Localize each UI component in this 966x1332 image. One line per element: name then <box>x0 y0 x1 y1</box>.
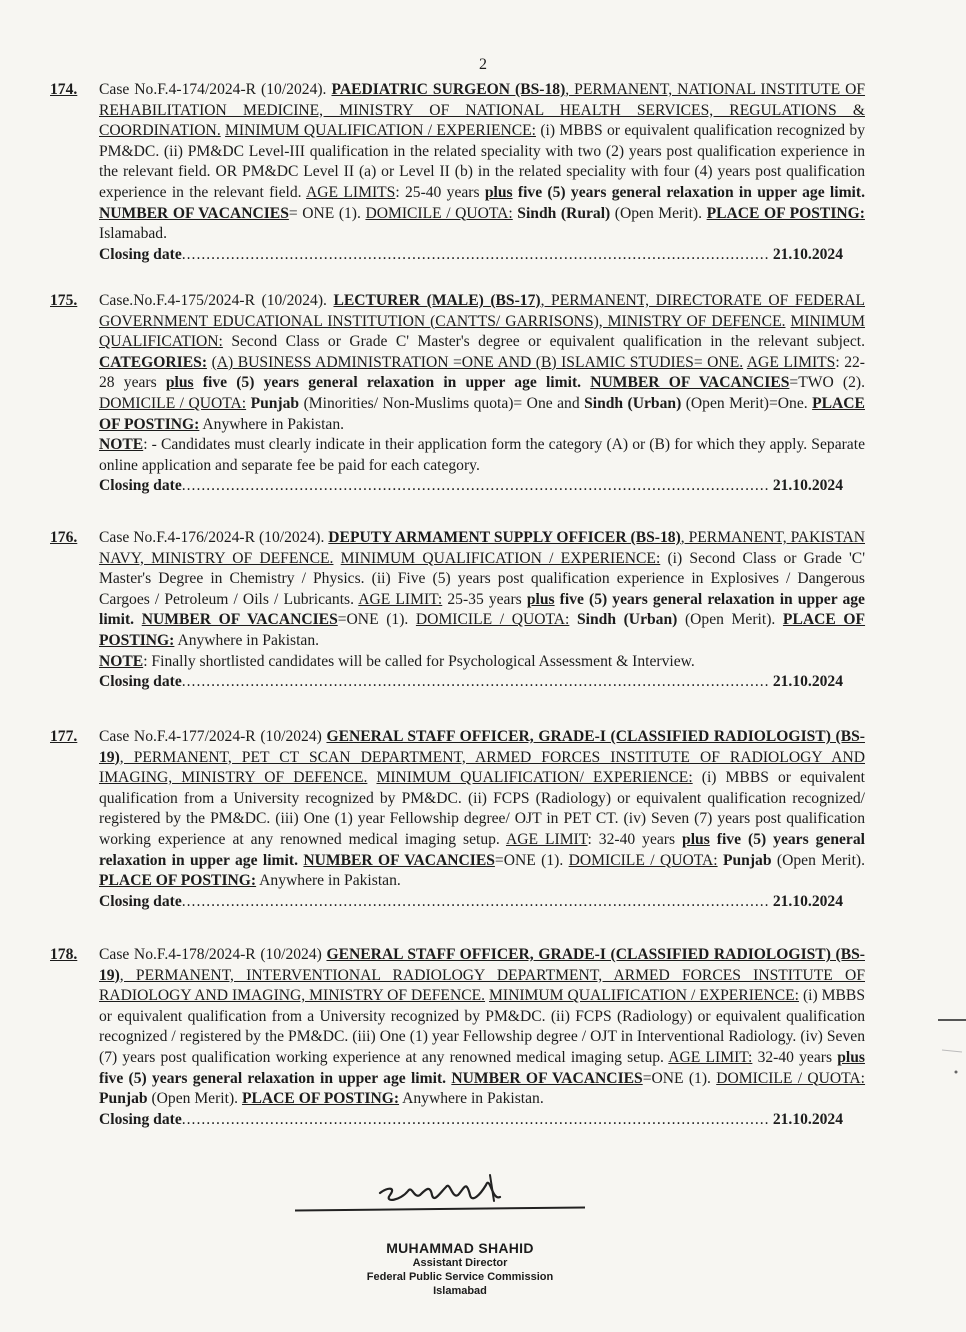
entry-body <box>99 727 865 912</box>
qualification-text: (i) MBBS or equivalent qualification from a University recognized by PM&DC. (ii) FCPS (Radiology) or equivalent qualification recognized / registered by the PM&DC. (iii) One (1) year Fellowship degree / OJT in Interventional Radiology. (iv) Seven (7) years post qualification working experience at any renowned medical imaging setup. <box>99 987 865 1066</box>
age-label: AGE LIMITS <box>746 353 836 371</box>
closing-date: 21.10.2024 <box>772 673 843 691</box>
relaxation-text: five (5) years general relaxation in upper age limit. <box>99 1069 447 1087</box>
note-text: : Finally shortlisted candidates will be called for Psychological Assessment & Interview. <box>143 652 695 670</box>
age-text: : 22-28 years <box>99 353 865 392</box>
note <box>99 435 865 476</box>
case-number: Case No.F.4-174/2024-R (10/2024). <box>99 81 327 98</box>
qualification-text: Second Class or Grade C' Master's degree or equivalent qualification in the relevant subject. <box>231 333 866 351</box>
qualification-text: (i) MBBS or equivalent qualification from a University recognized by PM&DC. (ii) FCPS (Radiology) or equivalent qualification recognized/ registered by the PM&DC. (iii) One (1) year Fellowship degree/ OJT in PET CT. (iv) Seven (7) years post qualification working experience at any renowned medical imaging setup. <box>99 769 865 848</box>
age-text: 32-40 years <box>757 1048 833 1066</box>
entry-number: 178. <box>50 946 78 963</box>
entry-number: 176. <box>50 529 78 546</box>
signatory-name: MUHAMMAD SHAHID <box>386 1240 534 1256</box>
posting-label: PLACE OF POSTING: <box>99 394 865 433</box>
scan-mark <box>934 1010 966 1080</box>
post-title: LECTURER (MALE) (BS-17) <box>333 292 541 309</box>
domicile-province: Punjab <box>99 1090 148 1108</box>
entry-body <box>99 945 865 1130</box>
closing-date-label: Closing date <box>99 1110 182 1128</box>
qualification-label: MINIMUM QUALIFICATION / EXPERIENCE: <box>225 122 536 140</box>
case-number: Case No.F.4-178/2024-R (10/2024) <box>99 946 322 963</box>
domicile-text: (Open Merit). <box>614 204 703 222</box>
domicile-province: Sindh (Urban) <box>576 611 678 629</box>
posting-text: Islamabad. <box>99 225 167 243</box>
handwritten-signature <box>330 1165 570 1215</box>
case-number: Case No.F.4-177/2024-R (10/2024) <box>99 728 322 745</box>
posting-text: Anywhere in Pakistan. <box>259 872 401 890</box>
age-label: AGE LIMIT <box>505 830 588 848</box>
domicile-province-2: Sindh (Urban) <box>584 394 682 412</box>
relaxation-text: five (5) years general relaxation in upper age limit. <box>517 183 865 201</box>
post-title: GENERAL STAFF OFFICER, GRADE-I (CLASSIFIED RADIOLOGIST) (BS-19) <box>99 728 865 766</box>
vacancies-text: =TWO (2). <box>789 374 865 392</box>
categories-text: (A) BUSINESS ADMINISTRATION =ONE AND (B) ISLAMIC STUDIES= ONE. <box>211 353 744 371</box>
job-entry-174 <box>50 80 865 265</box>
closing-date-label: Closing date <box>99 673 182 691</box>
vacancies-label: NUMBER OF VACANCIES <box>99 204 289 222</box>
leader-dots <box>182 672 769 693</box>
closing-date-label: Closing date <box>99 477 182 495</box>
department: , PERMANENT, INTERVENTIONAL RADIOLOGY DEPARTMENT, ARMED FORCES INSTITUTE OF RADIOLOGY AND IMAGING, MINISTRY OF DEFENCE. <box>99 966 865 1005</box>
vacancies-label: NUMBER OF VACANCIES <box>451 1069 643 1087</box>
domicile-label: DOMICILE / QUOTA: <box>716 1069 866 1087</box>
closing-date: 21.10.2024 <box>772 245 843 263</box>
closing-date: 21.10.2024 <box>772 477 843 495</box>
posting-text: Anywhere in Pakistan. <box>177 631 320 649</box>
posting-label: PLACE OF POSTING: <box>706 204 865 222</box>
signatory-block <box>300 1240 620 1298</box>
closing-date-row <box>99 672 865 693</box>
leader-dots <box>182 476 769 497</box>
entry-body <box>99 291 865 497</box>
plus-text: plus <box>837 1048 865 1066</box>
post-title: PAEDIATRIC SURGEON (BS-18) <box>331 81 566 98</box>
signatory-city: Islamabad <box>433 1285 487 1297</box>
job-entry-177 <box>50 727 865 912</box>
posting-text: Anywhere in Pakistan. <box>402 1090 544 1108</box>
posting-label: PLACE OF POSTING: <box>241 1090 400 1108</box>
department: , PERMANENT, NATIONAL INSTITUTE OF REHABILITATION MEDICINE, MINISTRY OF NATIONAL HEALTH SERVICES, REGULATIONS & COORDINATION. <box>99 81 866 140</box>
closing-date-row <box>99 1110 865 1131</box>
relaxation-text: five (5) years general relaxation in upper age limit. <box>99 830 865 869</box>
post-title: GENERAL STAFF OFFICER, GRADE-I (CLASSIFIED RADIOLOGIST) (BS-19) <box>99 946 865 984</box>
vacancies-text: =ONE (1). <box>494 851 564 869</box>
qualification-label: MINIMUM QUALIFICATION / EXPERIENCE: <box>340 549 661 567</box>
domicile-label: DOMICILE / QUOTA: <box>568 851 718 869</box>
age-text: 25-35 years <box>447 590 522 608</box>
qualification-text: (i) Second Class or Grade 'C' Master's Degree in Chemistry / Physics. (ii) Five (5) years post qualification experience in Explosives / Dangerous Cargoes / Petroleum / Oils / Lubricants. <box>99 549 865 608</box>
signatory-organization: Federal Public Service Commission <box>366 1271 554 1283</box>
note <box>99 652 865 673</box>
case-number: Case.No.F.4-175/2024-R (10/2024). <box>99 292 327 309</box>
leader-dots <box>182 892 769 913</box>
qualification-label: MINIMUM QUALIFICATION / EXPERIENCE: <box>489 987 799 1005</box>
relaxation-text: five (5) years general relaxation in upper age limit. <box>99 590 865 629</box>
plus-text: plus <box>682 830 710 848</box>
job-entry-178 <box>50 945 865 1130</box>
posting-label: PLACE OF POSTING: <box>99 872 257 890</box>
entry-body <box>99 528 865 693</box>
plus-text: plus <box>484 183 513 201</box>
page-number: 2 <box>479 56 487 73</box>
categories-label: CATEGORIES: <box>99 353 208 371</box>
case-number: Case No.F.4-176/2024-R (10/2024). <box>99 529 325 546</box>
domicile-label: DOMICILE / QUOTA: <box>365 204 513 222</box>
vacancies-text: = ONE (1). <box>288 204 361 222</box>
closing-date-label: Closing date <box>99 892 182 910</box>
age-label: AGE LIMITS <box>306 183 396 201</box>
domicile-text: (Open Merit). <box>151 1090 239 1108</box>
post-title: DEPUTY ARMAMENT SUPPLY OFFICER (BS-18) <box>328 529 681 546</box>
note-label: NOTE <box>99 436 144 454</box>
vacancies-text: =ONE (1). <box>337 611 409 629</box>
closing-date: 21.10.2024 <box>772 1110 843 1128</box>
domicile-text: (Open Merit). <box>776 851 866 869</box>
signatory-title: Assistant Director <box>412 1257 508 1269</box>
domicile-label: DOMICILE / QUOTA: <box>99 394 247 412</box>
age-text: : 25-40 years <box>395 183 480 201</box>
domicile-label: DOMICILE / QUOTA: <box>415 611 570 629</box>
domicile-text-2: (Open Merit)=One. <box>685 394 808 412</box>
closing-date-label: Closing date <box>99 245 182 263</box>
posting-text: Anywhere in Pakistan. <box>202 415 345 433</box>
vacancies-label: NUMBER OF VACANCIES <box>303 851 495 869</box>
department: , PERMANENT, PAKISTAN NAVY, MINISTRY OF DEFENCE. <box>99 529 865 567</box>
leader-dots <box>182 245 769 266</box>
leader-dots <box>182 1110 769 1131</box>
closing-date-row <box>99 476 865 497</box>
qualification-text: (i) MBBS or equivalent qualification recognized by PM&DC. (ii) PM&DC Level-III qualification in the related speciality with two (2) years post qualification experience in the relevant field. OR PM&DC Level II (a) or Level II (b) in the related speciality with four (4) years post qualification experience in the relevant field. <box>99 122 866 201</box>
domicile-text: (Minorities/ Non-Muslims quota)= One and <box>303 394 580 412</box>
domicile-province: Punjab <box>722 851 772 869</box>
qualification-label: MINIMUM QUALIFICATION: <box>99 312 865 351</box>
vacancies-label: NUMBER OF VACANCIES <box>141 611 338 629</box>
qualification-label: MINIMUM QUALIFICATION/ EXPERIENCE: <box>376 769 693 787</box>
note-label: NOTE <box>99 652 144 670</box>
domicile-province: Sindh (Rural) <box>517 204 611 222</box>
age-label: AGE LIMIT: <box>358 590 443 608</box>
note-text: : - Candidates must clearly indicate in their application form the category (A) or (B) for which they apply. Separate online application and separate fee be paid for each category. <box>99 436 865 474</box>
department: , PERMANENT, PET CT SCAN DEPARTMENT, ARMED FORCES INSTITUTE OF RADIOLOGY AND IMAGING, MINISTRY OF DEFENCE. <box>99 748 865 787</box>
entry-number: 177. <box>50 728 78 745</box>
plus-text: plus <box>526 590 555 608</box>
closing-date-row <box>99 892 865 913</box>
job-entry-175 <box>50 291 865 497</box>
entry-number: 175. <box>50 292 78 309</box>
plus-text: plus <box>165 374 194 392</box>
department: , PERMANENT, DIRECTORATE OF FEDERAL GOVERNMENT EDUCATIONAL INSTITUTION (CANTTS/ GARRISONS), MINISTRY OF DEFENCE. <box>99 292 866 330</box>
job-entry-176 <box>50 528 865 693</box>
entry-body <box>99 80 865 265</box>
relaxation-text: five (5) years general relaxation in upper age limit. <box>202 374 582 392</box>
domicile-text: (Open Merit). <box>684 611 776 629</box>
domicile-province: Punjab <box>250 394 300 412</box>
entry-number: 174. <box>50 81 78 98</box>
closing-date-row <box>99 245 865 266</box>
closing-date: 21.10.2024 <box>772 892 843 910</box>
vacancies-text: =ONE (1). <box>642 1069 711 1087</box>
vacancies-label: NUMBER OF VACANCIES <box>590 374 790 392</box>
age-text: : 32-40 years <box>587 830 676 848</box>
age-label: AGE LIMIT: <box>668 1048 753 1066</box>
posting-label: PLACE OF POSTING: <box>99 611 866 649</box>
